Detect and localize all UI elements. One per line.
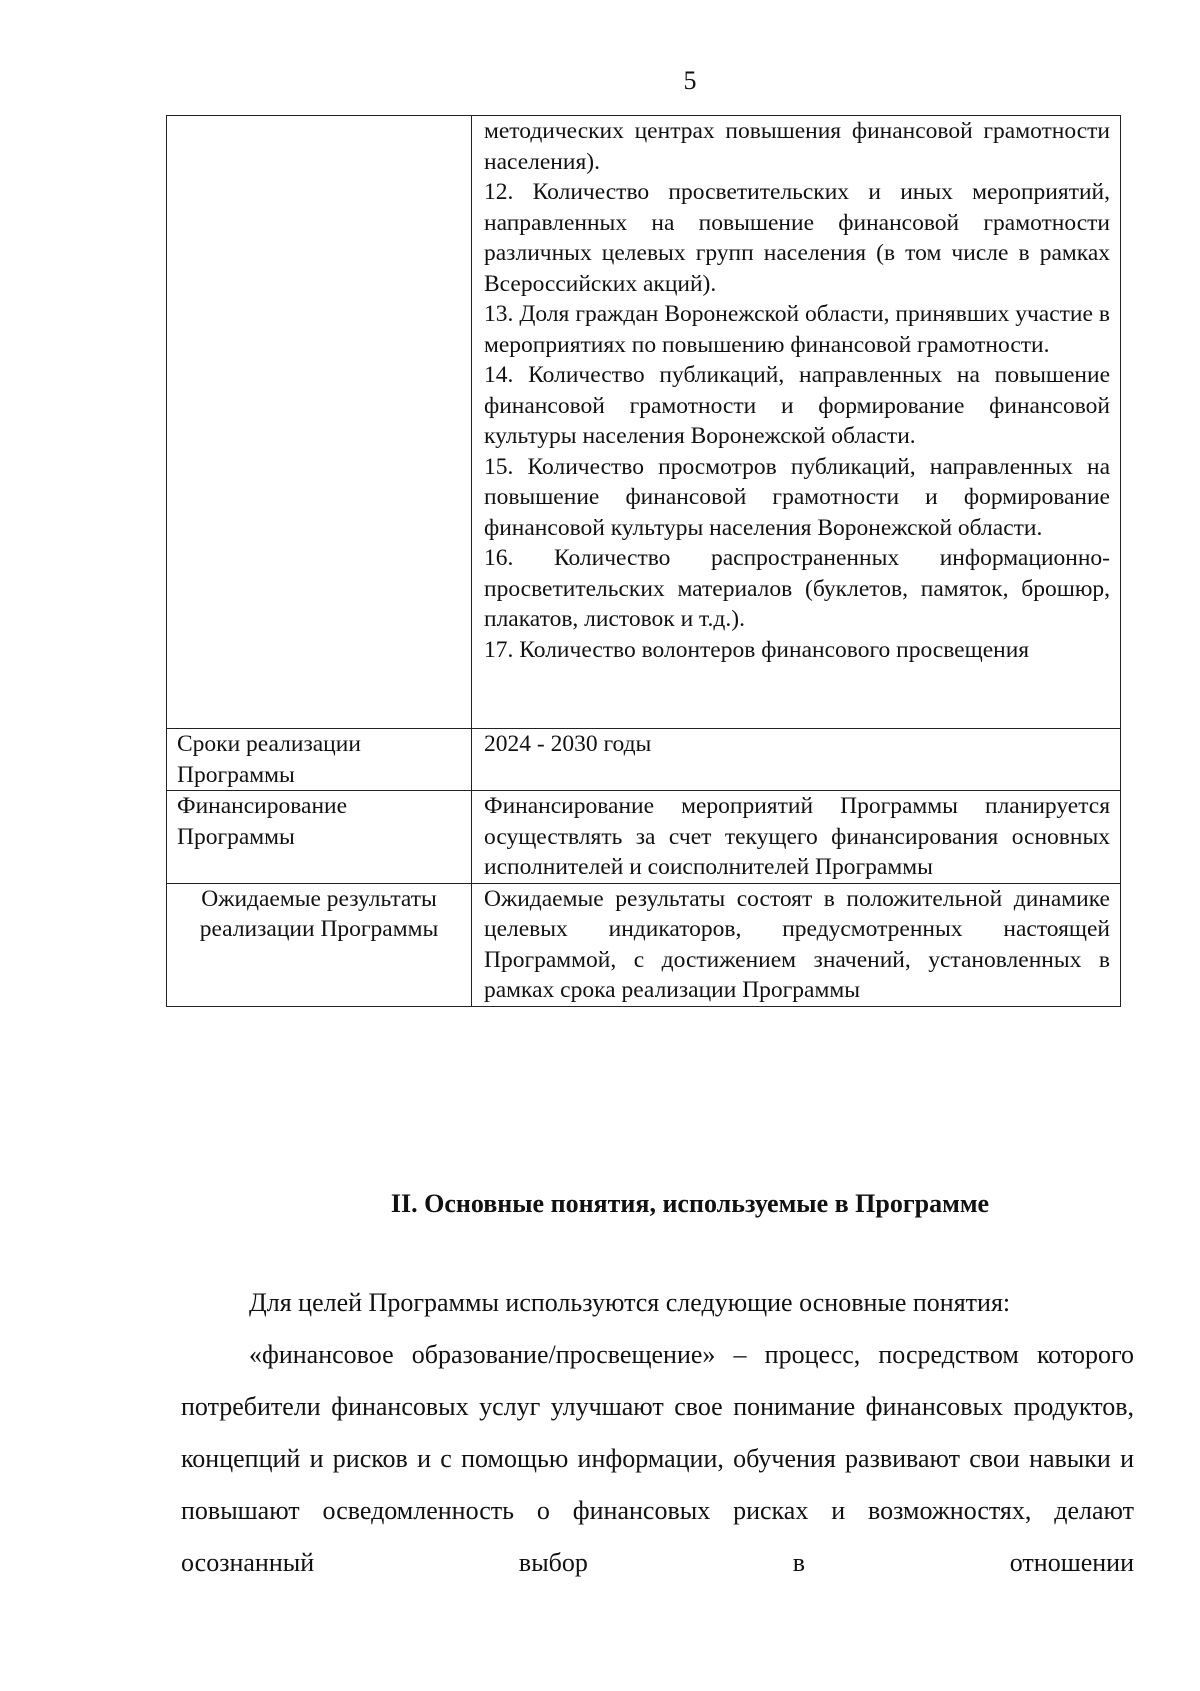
table-row (167, 116, 1121, 729)
program-passport-table (166, 115, 1121, 1007)
page-number: 5 (683, 66, 697, 95)
row-value: 2024 - 2030 годы (472, 729, 1121, 791)
paragraph: «финансовое образование/просвещение» – процесс, посредством которого потребители финансовых услуг улучшают свое понимание финансовых продуктов, концепций и рисков и с помощью информации, обучения развивают свои навыки и повышают осведомленность о финансовых рисках и возможностях, делают осознанный выбор в отношении (181, 1340, 1134, 1577)
body-text (181, 1277, 1134, 1589)
row-label (167, 116, 472, 729)
section-title: II. Основные понятия, используемые в Программе (390, 1189, 990, 1218)
table-row (167, 729, 1121, 791)
table-row (167, 791, 1121, 884)
indicator-item: методических центрах повышения финансовой грамотности населения). (484, 118, 1110, 175)
row-value: Ожидаемые результаты состоят в положительной динамике целевых индикаторов, предусмотренных настоящей Программой, с достижением значений, установленных в рамках срока реализации Программы (472, 883, 1121, 1006)
indicator-list (472, 116, 1121, 729)
table-row (167, 883, 1121, 1006)
row-label: Ожидаемые результаты реализации Программы (167, 883, 472, 1006)
row-label: Финансирование Программы (167, 791, 472, 884)
paragraph: Для целей Программы используются следующие основные понятия: (249, 1288, 1011, 1317)
indicator-item: 17. Количество волонтеров финансового просвещения (484, 636, 1030, 663)
indicator-item: 12. Количество просветительских и иных мероприятий, направленных на повышение финансовой грамотности различных целевых групп населения (в том числе в рамках Всероссийских акций). (484, 179, 1110, 297)
indicator-item: 14. Количество публикаций, направленных на повышение финансовой грамотности и формирование финансовой культуры населения Воронежской области. (484, 362, 1110, 449)
row-label: Сроки реализации Программы (167, 729, 472, 791)
indicator-item: 13. Доля граждан Воронежской области, принявших участие в мероприятиях по повышению финансовой грамотности. (484, 301, 1110, 358)
indicator-item: 16. Количество распространенных информационно-просветительских материалов (буклетов, памяток, брошюр, плакатов, листовок и т.д.). (484, 545, 1110, 632)
indicator-item: 15. Количество просмотров публикаций, направленных на повышение финансовой грамотности и формирование финансовой культуры населения Воронежской области. (484, 453, 1110, 541)
row-value: Финансирование мероприятий Программы планируется осуществлять за счет текущего финансирования основных исполнителей и соисполнителей Программы (472, 791, 1121, 884)
